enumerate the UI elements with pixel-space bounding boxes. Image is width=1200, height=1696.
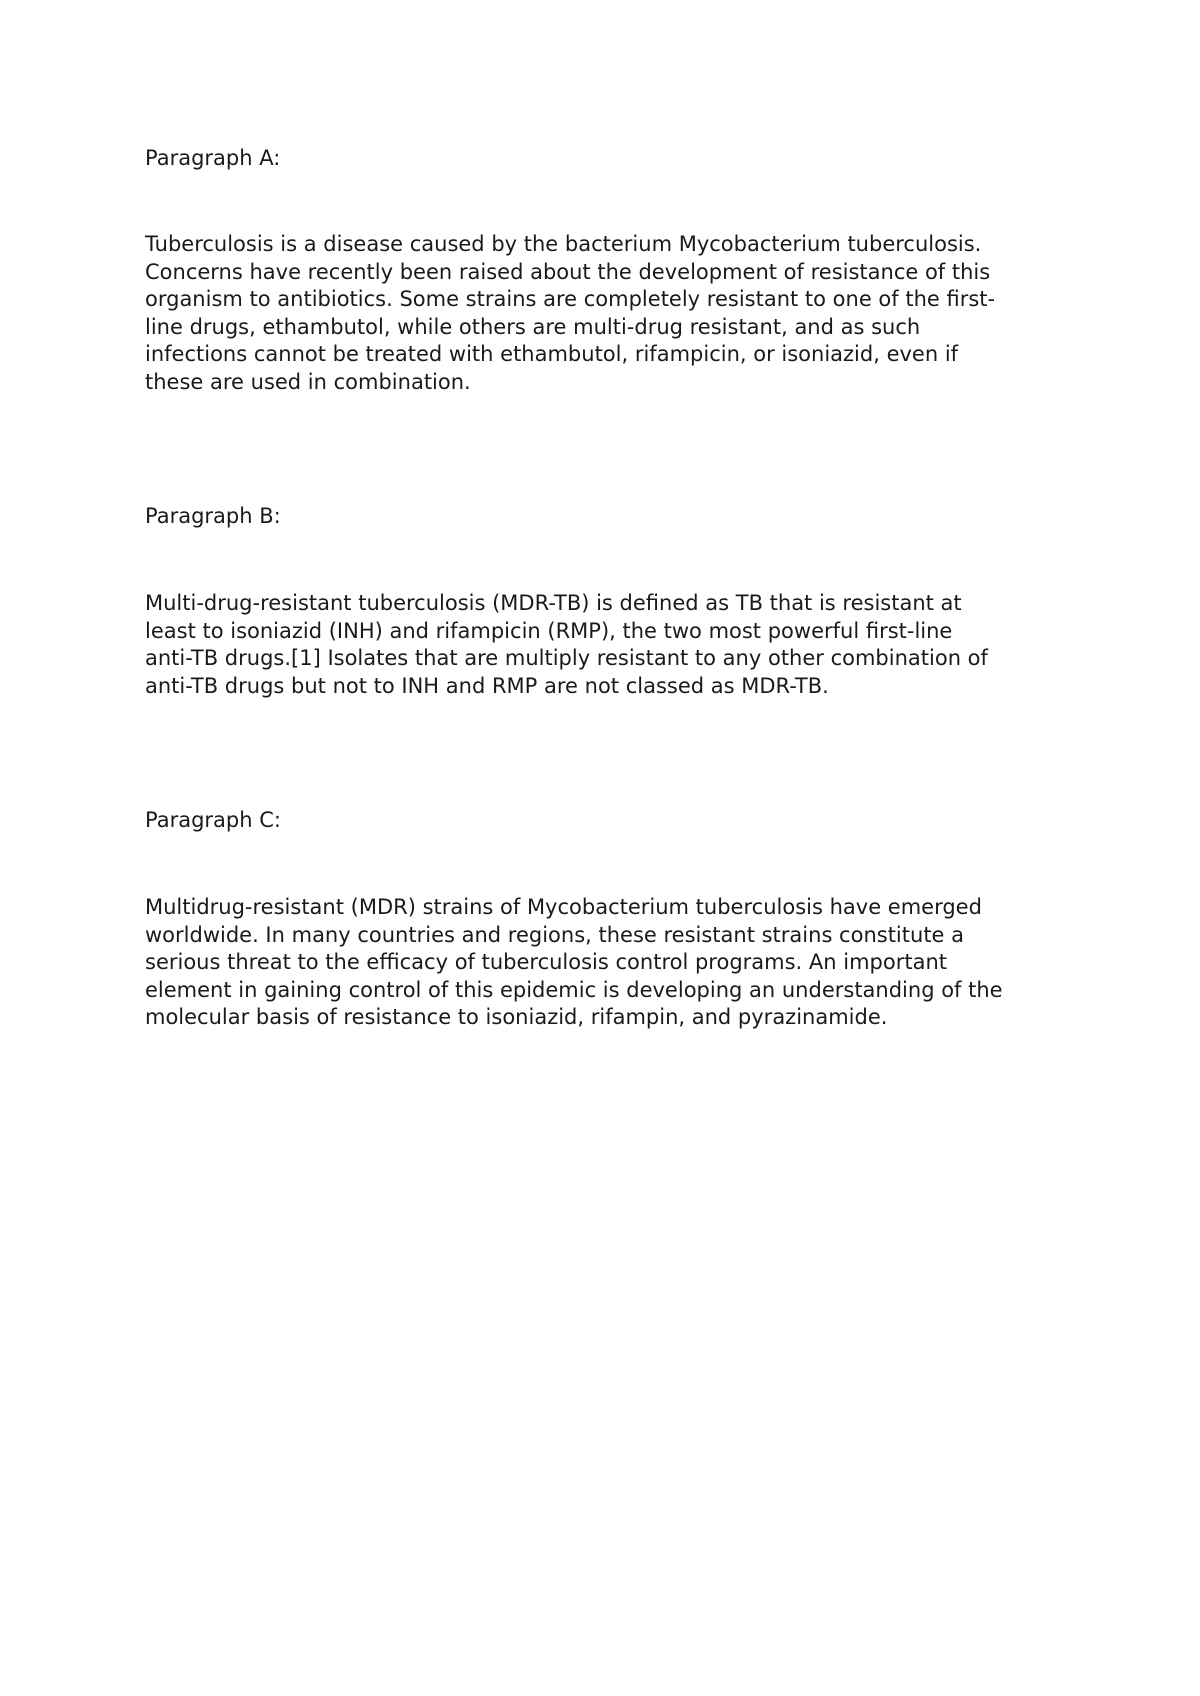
paragraph-b-line: anti-TB drugs.[1] Isolates that are multiply resistant to any other combination of	[145, 646, 988, 671]
paragraph-a-line: organism to antibiotics. Some strains are completely resistant to one of the first-	[145, 287, 996, 312]
paragraph-c-line: element in gaining control of this epidemic is developing an understanding of the	[145, 977, 1003, 1002]
paragraph-a-line: Tuberculosis is a disease caused by the bacterium Mycobacterium tuberculosis.	[145, 232, 982, 256]
paragraph-a-line: infections cannot be treated with ethambutol, rifampicin, or isoniazid, even if	[145, 342, 959, 367]
paragraph-b-body	[145, 590, 988, 700]
paragraph-a-line: line drugs, ethambutol, while others are multi-drug resistant, and as such	[145, 314, 921, 339]
paragraph-c-line: worldwide. In many countries and regions, these resistant strains constitute a	[145, 922, 965, 947]
paragraph-b-heading: Paragraph B:	[145, 504, 281, 528]
paragraph-c-line: serious threat to the efficacy of tuberculosis control programs. An important	[145, 950, 948, 975]
paragraph-a-body	[145, 231, 995, 397]
paragraph-c-body	[145, 894, 1003, 1032]
paragraph-a-line: these are used in combination.	[145, 369, 471, 394]
paragraph-c-line: molecular basis of resistance to isoniazid, rifampin, and pyrazinamide.	[145, 1005, 888, 1030]
paragraph-b-line: least to isoniazid (INH) and rifampicin (RMP), the two most powerful first-line	[145, 618, 953, 643]
paragraph-b-line: anti-TB drugs but not to INH and RMP are not classed as MDR-TB.	[145, 673, 829, 698]
paragraph-a-heading: Paragraph A:	[145, 146, 281, 170]
paragraph-c-line: Multidrug-resistant (MDR) strains of Mycobacterium tuberculosis have emerged	[145, 895, 982, 919]
paragraph-a-line: Concerns have recently been raised about the development of resistance of this	[145, 259, 991, 284]
paragraph-b-line: Multi-drug-resistant tuberculosis (MDR-TB) is defined as TB that is resistant at	[145, 591, 962, 615]
paragraph-c-heading: Paragraph C:	[145, 808, 281, 832]
